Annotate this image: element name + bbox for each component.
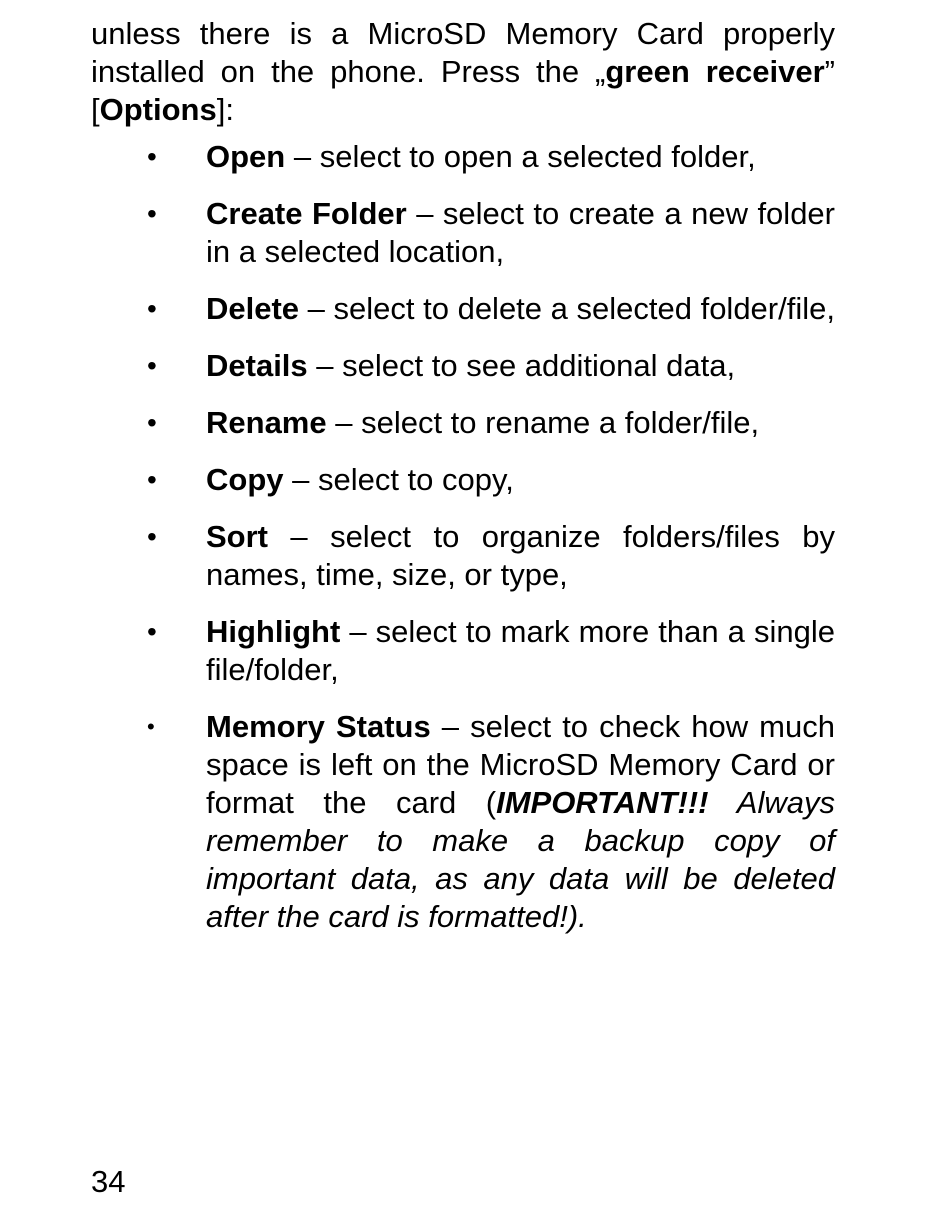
page-number: 34 [91, 1164, 126, 1199]
option-description: – select to rename a folder/file, [326, 405, 760, 440]
option-description: – select to mark more than a single file/folder, [206, 614, 835, 687]
option-term: Highlight [206, 614, 341, 649]
list-item-create-folder [91, 195, 835, 271]
bullet-icon: • [147, 141, 157, 172]
option-term: Sort [206, 519, 268, 554]
list-item-details [91, 347, 835, 385]
option-term: Memory Status [206, 709, 431, 744]
list-item-copy [91, 461, 835, 499]
option-description: – select to delete a selected folder/file, [299, 291, 835, 326]
intro-paragraph [91, 15, 835, 129]
list-item-highlight [91, 613, 835, 689]
bullet-icon: • [147, 350, 157, 381]
option-term: Rename [206, 405, 327, 440]
option-description: – select to copy, [283, 462, 514, 497]
option-term: Create Folder [206, 196, 407, 231]
option-term: Copy [206, 462, 284, 497]
intro-bracket-open: [ [91, 92, 100, 127]
green-receiver-label: green receiver [605, 54, 825, 89]
options-label: Options [99, 92, 217, 127]
important-label: IMPORTANT!!! [496, 785, 709, 820]
manual-page [91, 15, 835, 955]
list-item-rename [91, 404, 835, 442]
bullet-icon: • [147, 407, 157, 438]
option-term: Details [206, 348, 308, 383]
bullet-icon: • [147, 464, 157, 495]
option-description: – select to organize folders/files by names, time, size, or type, [206, 519, 835, 592]
bullet-icon: • [147, 293, 157, 324]
option-description: – select to check how much space is left on the MicroSD Memory Card or format the card ( [206, 709, 835, 820]
option-term: Open [206, 139, 286, 174]
list-item-memory-status [91, 708, 835, 936]
options-list [91, 138, 835, 936]
intro-text: unless there is a MicroSD Memory Card properly installed on the phone. Press the „ [91, 16, 835, 89]
intro-bracket-close: ]: [216, 92, 234, 127]
option-description: – select to create a new folder in a selected location, [206, 196, 835, 269]
list-item-sort [91, 518, 835, 594]
list-item-delete [91, 290, 835, 328]
bullet-icon: • [147, 198, 157, 229]
option-description: – select to open a selected folder, [285, 139, 756, 174]
option-term: Delete [206, 291, 300, 326]
option-description: – select to see additional data, [307, 348, 736, 383]
bullet-icon: • [147, 521, 157, 552]
bullet-icon: • [147, 714, 155, 739]
backup-warning: Always remember to make a backup copy of important data, as any data will be deleted after the card is formatted!). [206, 785, 835, 934]
list-item-open [91, 138, 835, 176]
intro-quote-close: ” [824, 54, 835, 89]
bullet-icon: • [147, 616, 157, 647]
